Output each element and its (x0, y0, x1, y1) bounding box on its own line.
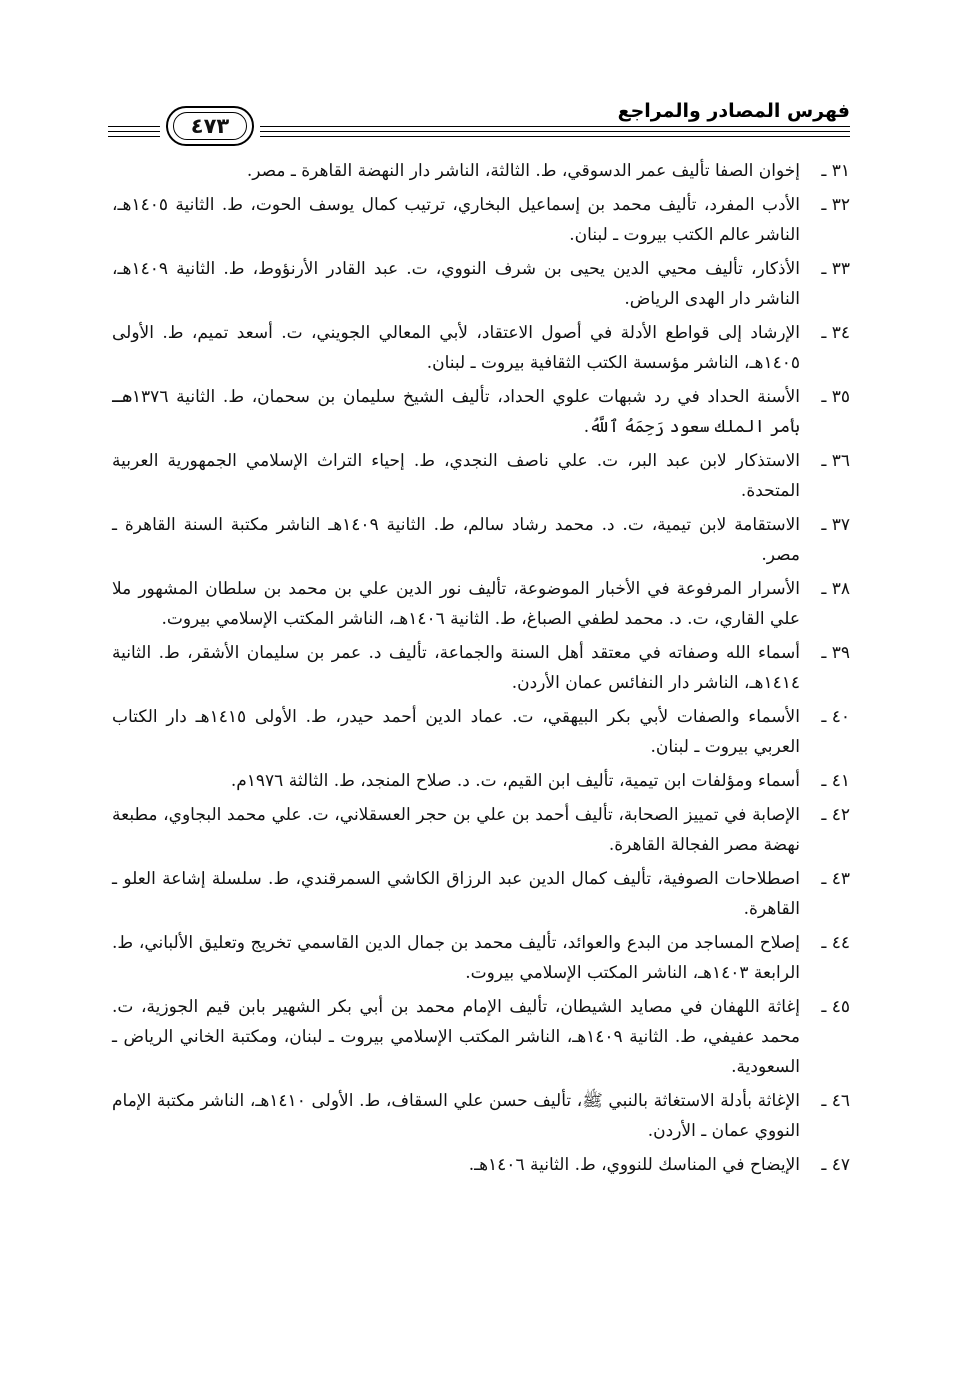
entry-text: الاستذكار لابن عبد البر، ت. علي ناصف النجدي، ط. إحياء التراث الإسلامي الجمهورية العربية المتحدة. (112, 451, 800, 501)
bibliography-entry (112, 574, 850, 634)
bibliography-entry (112, 156, 850, 186)
bibliography-entry (112, 638, 850, 698)
entry-number: ٤١ ـ (821, 771, 850, 791)
entry-number: ٣٦ ـ (821, 451, 850, 471)
bibliography-entry (112, 800, 850, 860)
header-rule (260, 131, 850, 132)
bibliography-entry (112, 928, 850, 988)
entry-number: ٣٩ ـ (821, 643, 850, 663)
entry-text: إصلاح المساجد من البدع والعوائد، تأليف محمد بن جمال الدين القاسمي تخريج وتعليق الألباني، ط. الرابعة ١٤٠٣هـ، الناشر المكتب الإسلامي بيروت. (112, 933, 800, 983)
header-rule (108, 126, 160, 127)
bibliography-entry (112, 766, 850, 796)
bibliography-entry (112, 1150, 850, 1180)
entry-text: الأذكار، تأليف محيي الدين يحيى بن شرف النووي، ت. عبد القادر الأرنؤوط، ط. الثانية ١٤٠٩هـ، الناشر دار الهدى الرياض. (112, 259, 800, 309)
entry-number: ٤٠ ـ (821, 707, 850, 727)
entry-number: ٣٤ ـ (821, 323, 850, 343)
entry-number: ٤٥ ـ (821, 997, 850, 1017)
entry-text: الإصابة في تمييز الصحابة، تأليف أحمد بن علي بن حجر العسقلاني، ت. علي محمد البجاوي، مطبعة نهضة مصر الفجالة القاهرة. (112, 805, 800, 855)
entry-number: ٣٣ ـ (821, 259, 850, 279)
entry-number: ٤٦ ـ (821, 1091, 850, 1111)
entry-text: اصطلاحات الصوفية، تأليف كمال الدين عبد الرزاق الكاشي السمرقندي، ط. سلسلة إشاعة العلو ـ القاهرة. (112, 869, 800, 919)
page-number: ٤٧٣ (173, 112, 247, 140)
running-title: فهرس المصادر والمراجع (617, 100, 850, 122)
bibliography-entry (112, 510, 850, 570)
entry-text: الأسرار المرفوعة في الأخبار الموضوعة، تأليف نور الدين علي بن محمد بن سلطان المشهور ملا علي القاري، ت. د. محمد لطفي الصباغ، ط. الثانية ١٤٠٦هـ، الناشر المكتب الإسلامي بيروت. (112, 579, 800, 629)
entry-text: الأسنة الحداد في رد شبهات علوي الحداد، تأليف الشيخ سليمان بن سحمان، ط. الثانية ١٣٧٦هـ بأمر الملك سعود رَحِمَهُ ٱللَّهُ. (112, 387, 800, 437)
header-rule (260, 126, 850, 127)
bibliography-entry (112, 864, 850, 924)
entry-number: ٤٤ ـ (821, 933, 850, 953)
bibliography-entry (112, 190, 850, 250)
bibliography-entry (112, 1086, 850, 1146)
entry-text: الإيضاح في المناسك للنووي، ط. الثانية ١٤٠٦هـ. (468, 1155, 800, 1175)
entry-text: إغاثة اللهفان في مصايد الشيطان، تأليف الإمام محمد بن أبي بكر الشهير بابن قيم الجوزية، ت. محمد عفيفي، ط. الثانية ١٤٠٩هـ، الناشر المكتب الإسلامي بيروت ـ لبنان، ومكتبة الخاني الرياض ـ السعودية. (112, 997, 800, 1077)
bibliography-entry (112, 382, 850, 442)
entry-text: الإرشاد إلى قواطع الأدلة في أصول الاعتقاد، لأبي المعالي الجويني، ت. أسعد تميم، ط. الأولى ١٤٠٥هـ، الناشر مؤسسة الكتب الثقافية بيروت ـ لبنان. (112, 323, 800, 373)
entry-number: ٣٢ ـ (821, 195, 850, 215)
bibliography-entry (112, 318, 850, 378)
bibliography-entry (112, 992, 850, 1082)
bibliography-list (112, 156, 850, 1184)
entry-number: ٣٧ ـ (821, 515, 850, 535)
entry-number: ٤٢ ـ (821, 805, 850, 825)
entry-text: الاستقامة لابن تيمية، ت. د. محمد رشاد سالم، ط. الثانية ١٤٠٩هـ الناشر مكتبة السنة القاهرة ـ مصر. (112, 515, 800, 565)
page-header (108, 92, 850, 148)
entry-number: ٤٧ ـ (821, 1155, 850, 1175)
entry-number: ٣٥ ـ (821, 387, 850, 407)
entry-number: ٣٨ ـ (821, 579, 850, 599)
entry-text: أسماء الله وصفاته في معتقد أهل السنة والجماعة، تأليف د. عمر بن سليمان الأشقر، ط. الثانية ١٤١٤هـ، الناشر دار النفائس عمان الأردن. (112, 643, 800, 693)
entry-text: الأدب المفرد، تأليف محمد بن إسماعيل البخاري، ترتيب كمال يوسف الحوت، ط. الثانية ١٤٠٥هـ، الناشر عالم الكتب بيروت ـ لبنان. (112, 195, 800, 245)
bibliography-entry (112, 702, 850, 762)
page-number-badge (166, 106, 254, 146)
entry-text: أسماء ومؤلفات ابن تيمية، تأليف ابن القيم، ت. د. صلاح المنجد، ط. الثالثة ١٩٧٦م. (230, 771, 800, 791)
entry-number: ٤٣ ـ (821, 869, 850, 889)
bibliography-entry (112, 254, 850, 314)
bibliography-entry (112, 446, 850, 506)
header-rule (260, 136, 850, 137)
entry-text: إخوان الصفا تأليف عمر الدسوقي، ط. الثالثة، الناشر دار النهضة القاهرة ـ مصر. (246, 161, 800, 181)
entry-text: الإغاثة بأدلة الاستغاثة بالنبي ﷺ، تأليف حسن علي السقاف، ط. الأولى ١٤١٠هـ، الناشر مكتبة الإمام النووي عمان ـ الأردن. (112, 1091, 800, 1141)
header-rule (108, 136, 160, 137)
entry-text: الأسماء والصفات لأبي بكر البيهقي، ت. عماد الدين أحمد حيدر، ط. الأولى ١٤١٥هـ دار الكتاب العربي بيروت ـ لبنان. (112, 707, 800, 757)
header-rule (108, 131, 160, 132)
entry-number: ٣١ ـ (821, 161, 850, 181)
